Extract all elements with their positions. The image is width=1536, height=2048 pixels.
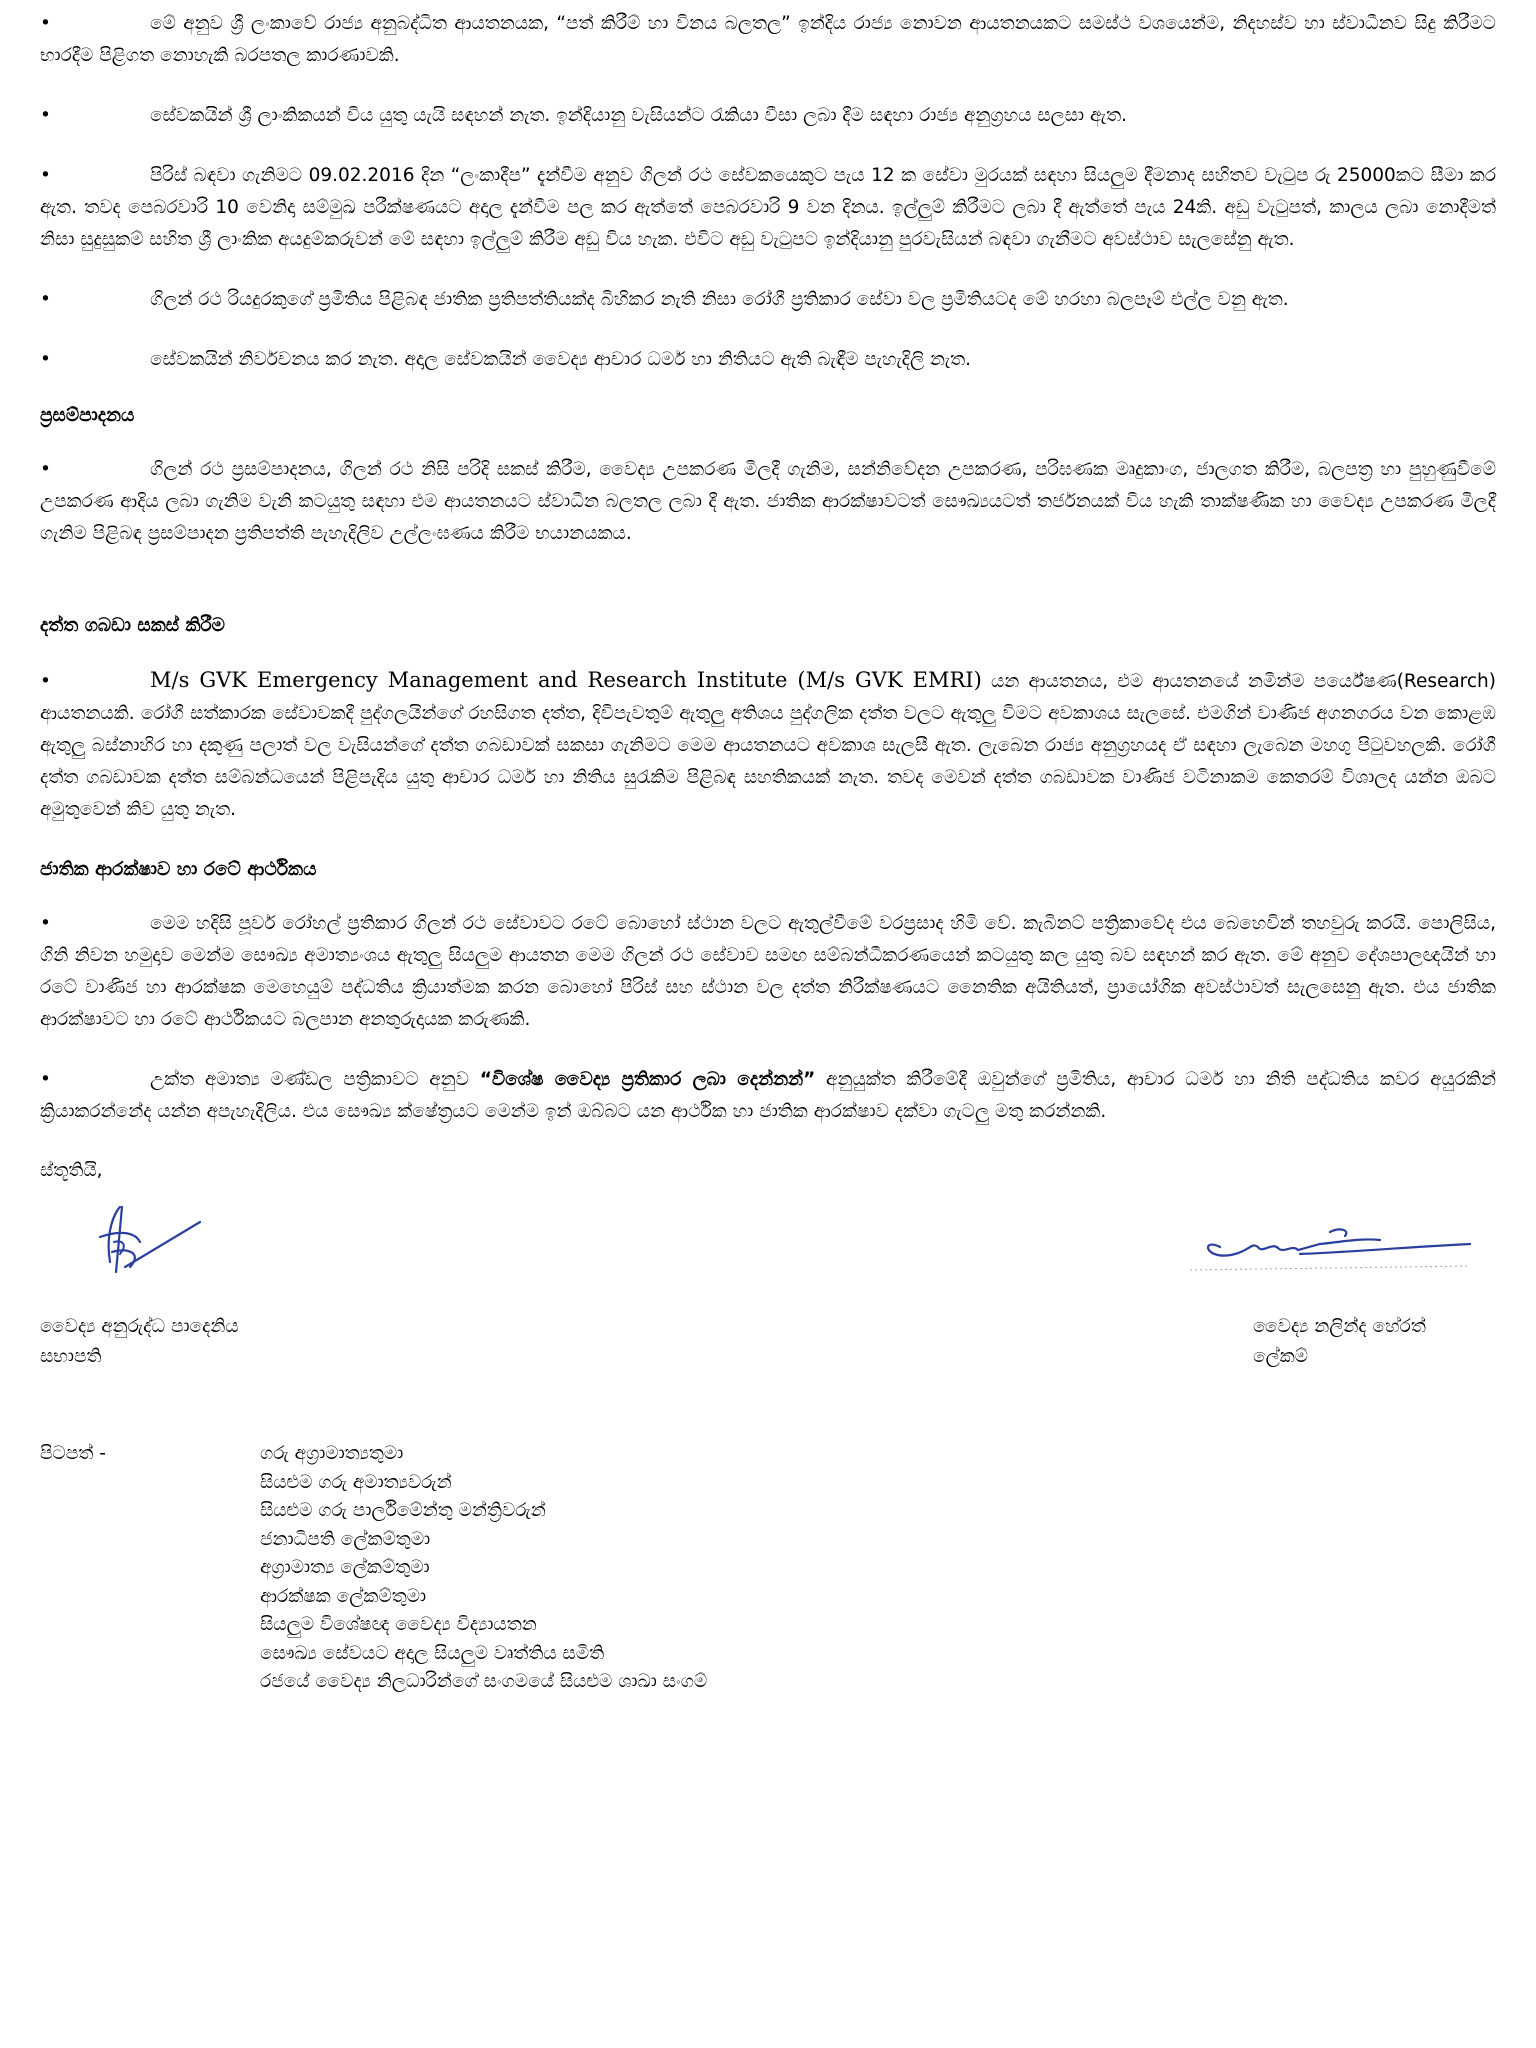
closing-thanks: ස්තූතියි,: [40, 1160, 103, 1181]
letter-page: [40, 8, 1496, 1697]
bullet: •: [40, 349, 51, 370]
paragraph-database: [40, 664, 1496, 826]
paragraph-text-bold: “විශේෂ වෛද්‍ය ප්‍රතිකාර ලබා දෙන්නන්”: [479, 1069, 816, 1090]
paragraph-text-pre: උක්ත අමාත්‍ය මණ්ඩල පත්‍රිකාවට අනුව: [150, 1069, 480, 1090]
signature-right: [1180, 1192, 1480, 1292]
heading-national-security: ජාතික ආරක්ෂාව හා රටේ ආර්ථිකය: [40, 859, 317, 880]
paragraph-special-treatment: [40, 1064, 1496, 1128]
paragraph-text: ගිලන් රථ රියදුරකුගේ ප්‍රමිතිය පිළිබඳ ජාතික ප්‍රතිපත්තියක්ද බිහිකර නැති නිසා රෝගී ප්‍රතිකාර සේවා වල ප්‍රමිතියටද මේ හරහා බලපෑම් එල්ල වනු ඇත.: [150, 289, 1289, 310]
signatory-right-name: වෛද්‍ය නලින්ද හේරත්: [1253, 1316, 1426, 1337]
copies-section: [40, 1440, 1496, 1697]
list-item: රජයේ වෛද්‍ය නිලධාරින්ගේ සංගමයේ සියළුම ශාඛා සංගම්: [260, 1671, 708, 1692]
paragraph-appointment-powers: [40, 8, 1496, 72]
signature-row: [40, 1192, 1496, 1312]
signatory-right: [1253, 1312, 1426, 1372]
paragraph-text: යන ආයතනය, එම ආයතනයේ නමින්ම පර්යේෂණ(Research) ආයතනයකි. රෝගී සත්කාරක සේවාවකදී පුද්ගලයින්ගේ රහසිගත දත්ත, දිවිපැවතුම් ඇතුලු අතිශය පුද්ගලික දත්ත වලට ඇතුලු විමට අවකාශය සැලසේ. එමගින් වාණිජ අගනගරය වන කොළඹ ඇතුලු බස්නාහිර හා දකුණු පලාත් වල වැසියන්ගේ දත්ත ගබඩාවක් සකසා ගැනිමට මෙම ආයතනයට අවකාශ සැලසී ඇත. ලැබෙන රාජ්‍ය අනුග්‍රහයද ඒ සඳහා ලැබෙන මහගු පිටුවහලකි. රෝගී දත්ත ගබඩාවක දත්ත සම්බන්ධයෙන් පිළිපැදිය යුතු ආචාර ධර්ම හා නිතිය සුරැකිම පිළිබඳ සහතිකයක් නැත. තවද මෙවන් දත්ත ගබඩාවක වාණිජ වටිනාකම කෙතරම් විශාලද යන්න ඔබට අමුතුවෙන් කිව යුතු නැත.: [40, 671, 1496, 820]
copies-label: පිටපත් -: [40, 1443, 106, 1464]
paragraph-driver-standards: [40, 284, 1496, 316]
paragraph-procurement: [40, 454, 1496, 550]
list-item: ආරක්ෂක ලේකම්තුමා: [260, 1585, 427, 1607]
paragraph-recruitment: [40, 160, 1496, 256]
paragraph-text: සේවකයින් නිර්වචනය කර නැත. අදාල සේවකයින් වෛද්‍ය ආචාර ධර්ම හා නිතියට ඇති බැඳීම පැහැදිලි නැත.: [150, 349, 972, 370]
bullet: •: [40, 105, 51, 126]
paragraph-text: ගිලන් රථ ප්‍රසම්පාදනය, ගිලන් රථ නිසි පරිදි සකස් කිරීම, වෛද්‍ය උපකරණ මිලදී ගැනිම, සන්නිවේදන උපකරණ, පරිඝණක මෘදුකාංග, ජාලගත කිරීම, බලපත්‍ර හා පුහුණුවීමේ උපකරණ ආදිය ලබා ගැනිම වැනි කටයුතු සඳහා එම ආයතනයට ස්වාධීන බලතල ලබා දී ඇත. ජාතික ආරක්ෂාවටත් සෞඛ්‍යයටත් තර්ජනයක් විය හැකි තාක්ෂණික හා වෛද්‍ය උපකරණ මිලදී ගැනිම පිළිබඳ ප්‍රසම්පාදන ප්‍රතිපත්ති පැහැදිලිව උල්ලංඝණය කිරීම භයානයකය.: [40, 459, 1496, 544]
paragraph-text: මෙම හදිසි පූර්ව රෝහල් ප්‍රතිකාර ගිලන් රථ සේවාවට රටේ බොහෝ ස්ථාන වලට ඇතුල්වීමේ වරප්‍රසාද හිමි වේ. කැබිනට් පත්‍රිකාවේද එය බෙහෙවින් තහවුරු කරයි. පොලිසිය, ගිනි නිවන හමුදාව මෙන්ම සෞඛ්‍ය අමාත්‍යංශය ඇතුලු සියලුම ආයතන මෙම ගිලන් රථ සේවාව සමඟ සම්බන්ධීකරණයෙන් කටයුතු කල යුතු බව සඳහන් කර ඇත. මේ අනුව දේශපාලඥයින් හා රටේ වාණිජ හා ආරක්ෂක මෙහෙයුම් පද්ධතිය ක්‍රියාත්මක කරන බොහෝ පිරිස් සහ ස්ථාන වල දත්ත නිරීක්ෂණයට නෛතික අයිතියත්, ප්‍රායෝගික අවස්ථාවත් සැලසෙනු ඇත. එය ජාතික ආරක්ෂාවට හා රටේ ආර්ථිකයට බලපාන අනතුරුදායක කරුණකි.: [40, 913, 1496, 1030]
list-item: සියළුම ගරු පාර්ලිමේන්තු මන්ත්‍රිවරුන්: [260, 1500, 546, 1521]
bullet: •: [40, 13, 51, 34]
heading-procurement: ප්‍රසම්පාදනය: [40, 405, 135, 426]
list-item: ගරු අග්‍රාමාත්‍යතුමා: [260, 1443, 404, 1464]
signatory-names: [40, 1312, 1496, 1382]
institute-name: M/s GVK Emergency Management and Research Institute (M/s GVK EMRI): [150, 668, 982, 692]
signatory-left-name: වෛද්‍ය අනුරුද්ධ පාදෙනිය: [40, 1316, 239, 1337]
list-item: සියළුම ගරු අමාත්‍යවරුන්: [260, 1471, 452, 1493]
paragraph-text: මේ අනුව ශ්‍රී ලංකාවේ රාජ්‍ය අනුබද්ධිත ආයතනයක, “පත් කිරීම් හා විනය බලතල” ඉන්දිය රාජ්‍ය නොවන ආයතනයකට සමස්ථ වශයෙන්ම, නිදහස්ව හා ස්වාධීනව සිදු කිරීමට භාරදීම පිළිගත නොහැකි බරපතල කාරණාවකි.: [40, 13, 1496, 66]
copies-list: [40, 1440, 1496, 1697]
list-item: සෞඛ්‍ය සේවයට අදාල සියලුම වෘත්තිය සමිති: [260, 1642, 605, 1664]
signatory-left-title: සභාපති: [40, 1346, 102, 1367]
bullet: •: [40, 671, 51, 692]
list-item: සියලුම විශේෂඥ වෛද්‍ය විද්‍යායතන: [260, 1614, 537, 1635]
signatory-right-title: ලේකම්: [1253, 1346, 1309, 1367]
paragraph-employee-definition: [40, 344, 1496, 376]
paragraph-employees-nationality: [40, 100, 1496, 132]
signature-left: [70, 1192, 220, 1292]
signatory-left: [40, 1312, 239, 1372]
paragraph-text-post: අනුයුක්ත කිරීමේදී ඔවුන්ගේ ප්‍රමිතිය, ආචාර ධර්ම හා නිති පද්ධතිය කවර අයුරකින් ක්‍රියාකරන්නේද යන්න අපැහැදිලිය. එය සෞඛ්‍ය ක්ෂේත්‍රයට මෙන්ම ඉන් ඔබ්බට යන ආර්ථික හා ජාතික ආරක්ෂාව දක්වා ගැටලු මතු කරන්නකි.: [40, 1069, 1496, 1122]
paragraph-text: සේවකයින් ශ්‍රී ලාංකිකයන් විය යුතු යැයි සඳහන් නැත. ඉන්දියානු වැසියන්ට රැකියා වීසා ලබා දීම සඳහා රාජ්‍ය අනුග්‍රහය සලසා ඇත.: [150, 105, 1127, 126]
paragraph-text: පිරිස් බඳවා ගැනිමට 09.02.2016 දින “ලංකාදීප” දැන්වීම අනුව ගිලන් රථ සේවකයෙකුට පැය 12 ක සේවා මුරයක් සඳහා සියලුම දීමනාද සහිතව වැටුප රු 25000කට සීමා කර ඇත. තවද පෙබරවාරි 10 වෙනිදා සම්මුඛ පරීක්ෂණයට අදාල දැන්වීම පල කර ඇත්තේ පෙබරවාරි 9 වන දිනය. ඉල්ලුම් කිරීමට ලබා දී ඇත්තේ පැය 24කි. අඩු වැටුපත්, කාලය ලබා නොදීමත් නිසා සුදුසුකම් සහිත ශ්‍රී ලාංකික අයදුම්කරුවන් මේ සඳහා ඉල්ලුම් කිරීම අඩු විය හැක. එවිට අඩු වැටුපට ඉන්දියානු පුරවැසියන් බඳවා ගැනීමට අවස්ථාව සැලසේනු ඇත.: [40, 165, 1496, 250]
list-item: ජනාධිපති ලේකම්තුමා: [260, 1528, 431, 1550]
paragraph-security-access: [40, 908, 1496, 1036]
bullet: •: [40, 289, 51, 310]
bullet: •: [40, 459, 51, 480]
bullet: •: [40, 1069, 51, 1090]
bullet: •: [40, 913, 51, 934]
bullet: •: [40, 165, 51, 186]
list-item: අග්‍රාමාත්‍ය ලේකම්තුමා: [260, 1557, 430, 1578]
heading-database: දත්ත ගබඩා සකස් කිරීම: [40, 615, 225, 636]
